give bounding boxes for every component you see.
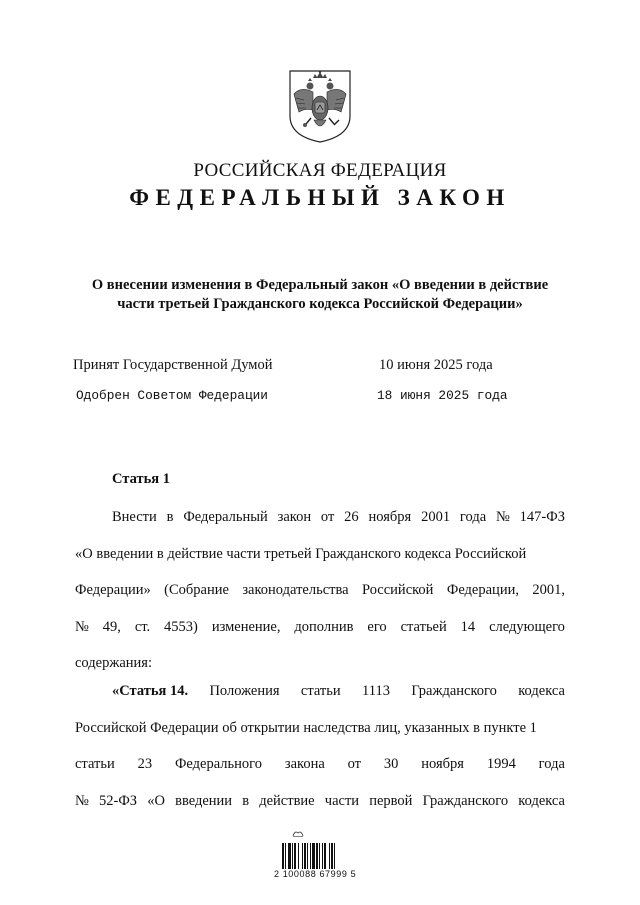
word: 14 <box>460 618 476 635</box>
word: действие <box>259 792 315 809</box>
word: 26 <box>344 509 359 525</box>
barcode-bar <box>312 843 315 869</box>
word: Федеральный <box>183 509 268 525</box>
barcode-number: 2 100088 67999 5 <box>274 869 357 879</box>
barcode-bar <box>334 843 335 869</box>
country-name: РОССИЙСКАЯ ФЕДЕРАЦИЯ <box>193 160 447 181</box>
registration-mark-icon <box>292 829 304 837</box>
word: части <box>324 792 360 809</box>
word: от <box>347 756 362 772</box>
article-1-heading: Статья 1 <box>112 471 170 487</box>
barcode-bar <box>307 843 308 869</box>
barcode-bar <box>324 843 326 869</box>
word: 23 <box>137 756 153 772</box>
barcode-bar <box>331 843 333 869</box>
coat-of-arms-icon <box>287 68 353 144</box>
word: от <box>320 509 335 525</box>
word: «О <box>147 792 165 809</box>
barcode-bar <box>302 843 303 869</box>
word: в <box>166 509 174 525</box>
word: 49, <box>102 618 121 635</box>
word: 147-ФЗ <box>519 509 565 525</box>
word: года <box>538 756 565 772</box>
barcode-bar <box>322 843 323 869</box>
barcode-bar <box>316 843 318 869</box>
word: дополнив <box>294 618 354 635</box>
text-line <box>75 791 565 828</box>
barcode-bar <box>329 843 330 869</box>
word: его <box>367 618 387 635</box>
barcode-bar <box>288 843 291 869</box>
word: введении <box>175 792 233 809</box>
duma-adoption-label: Принят Государственной Думой <box>73 357 273 373</box>
text-line <box>75 617 565 654</box>
barcode-bar <box>282 843 284 869</box>
text-line <box>75 580 565 617</box>
text-line <box>75 754 565 791</box>
word: Российской <box>361 582 434 598</box>
text-line <box>75 507 565 544</box>
council-approval-date: 18 июня 2025 года <box>377 388 508 403</box>
text-line: Российской Федерации об открытии наследства лиц, указанных в пункте 1 <box>75 719 537 736</box>
word: 52-ФЗ <box>99 792 138 809</box>
barcode-bar <box>310 843 311 869</box>
barcode-icon <box>282 843 354 869</box>
word: первой <box>369 792 413 809</box>
word: Гражданского <box>422 792 509 809</box>
word: 30 <box>383 756 399 772</box>
barcode-bar <box>298 843 299 869</box>
text-line: «О введении в действие части третьей Гражданского кодекса Российской <box>75 545 527 562</box>
barcode-bar <box>319 843 320 869</box>
word: кодекса <box>518 683 565 699</box>
word: Внести <box>112 509 157 525</box>
word: изменение, <box>211 618 281 635</box>
text-line: содержания: <box>75 655 153 671</box>
article-14-heading: «Статья 14. <box>112 683 189 699</box>
barcode-bar <box>292 843 293 869</box>
word: Федерации» <box>75 582 151 598</box>
law-subject-line: части третьей Гражданского кодекса Российской Федерации» <box>117 296 523 312</box>
law-subject-title <box>60 276 580 314</box>
barcode-bar <box>294 843 296 869</box>
word: № <box>75 792 89 809</box>
word: ноября <box>421 756 464 772</box>
word: законодательства <box>242 582 349 598</box>
barcode-bar <box>285 843 286 869</box>
document-type-title: ФЕДЕРАЛЬНЫЙ ЗАКОН <box>129 185 511 210</box>
word: Гражданского <box>411 683 497 699</box>
barcode-bar <box>304 843 306 869</box>
word: № <box>495 509 510 525</box>
word: ноября <box>368 509 412 525</box>
word: (Собрание <box>164 582 229 598</box>
word: 1113 <box>362 683 390 699</box>
law-subject-line: О внесении изменения в Федеральный закон «О введении в действие <box>91 277 549 293</box>
word: 2001, <box>532 582 565 598</box>
word: статьи <box>75 756 115 772</box>
word: статьи <box>300 683 341 699</box>
text-line <box>75 681 565 718</box>
word: Положения <box>209 683 280 699</box>
article-1-paragraph-2 <box>75 681 565 827</box>
word: Федерального <box>174 756 262 772</box>
word: 4553) <box>164 618 198 635</box>
word: 1994 <box>486 756 516 772</box>
word: следующего <box>489 618 565 635</box>
word: Федерации, <box>446 582 519 598</box>
article-1-paragraph-1 <box>75 507 565 690</box>
word: в <box>242 792 250 809</box>
word: 2001 <box>421 509 451 525</box>
word: статьей <box>400 618 447 635</box>
word: ст. <box>134 618 151 635</box>
word: закона <box>284 756 325 772</box>
word: № <box>75 618 89 635</box>
word: года <box>459 509 487 525</box>
duma-adoption-date: 10 июня 2025 года <box>379 357 493 373</box>
word: закон <box>277 509 312 525</box>
word: кодекса <box>518 792 565 809</box>
council-approval-label: Одобрен Советом Федерации <box>76 388 268 403</box>
